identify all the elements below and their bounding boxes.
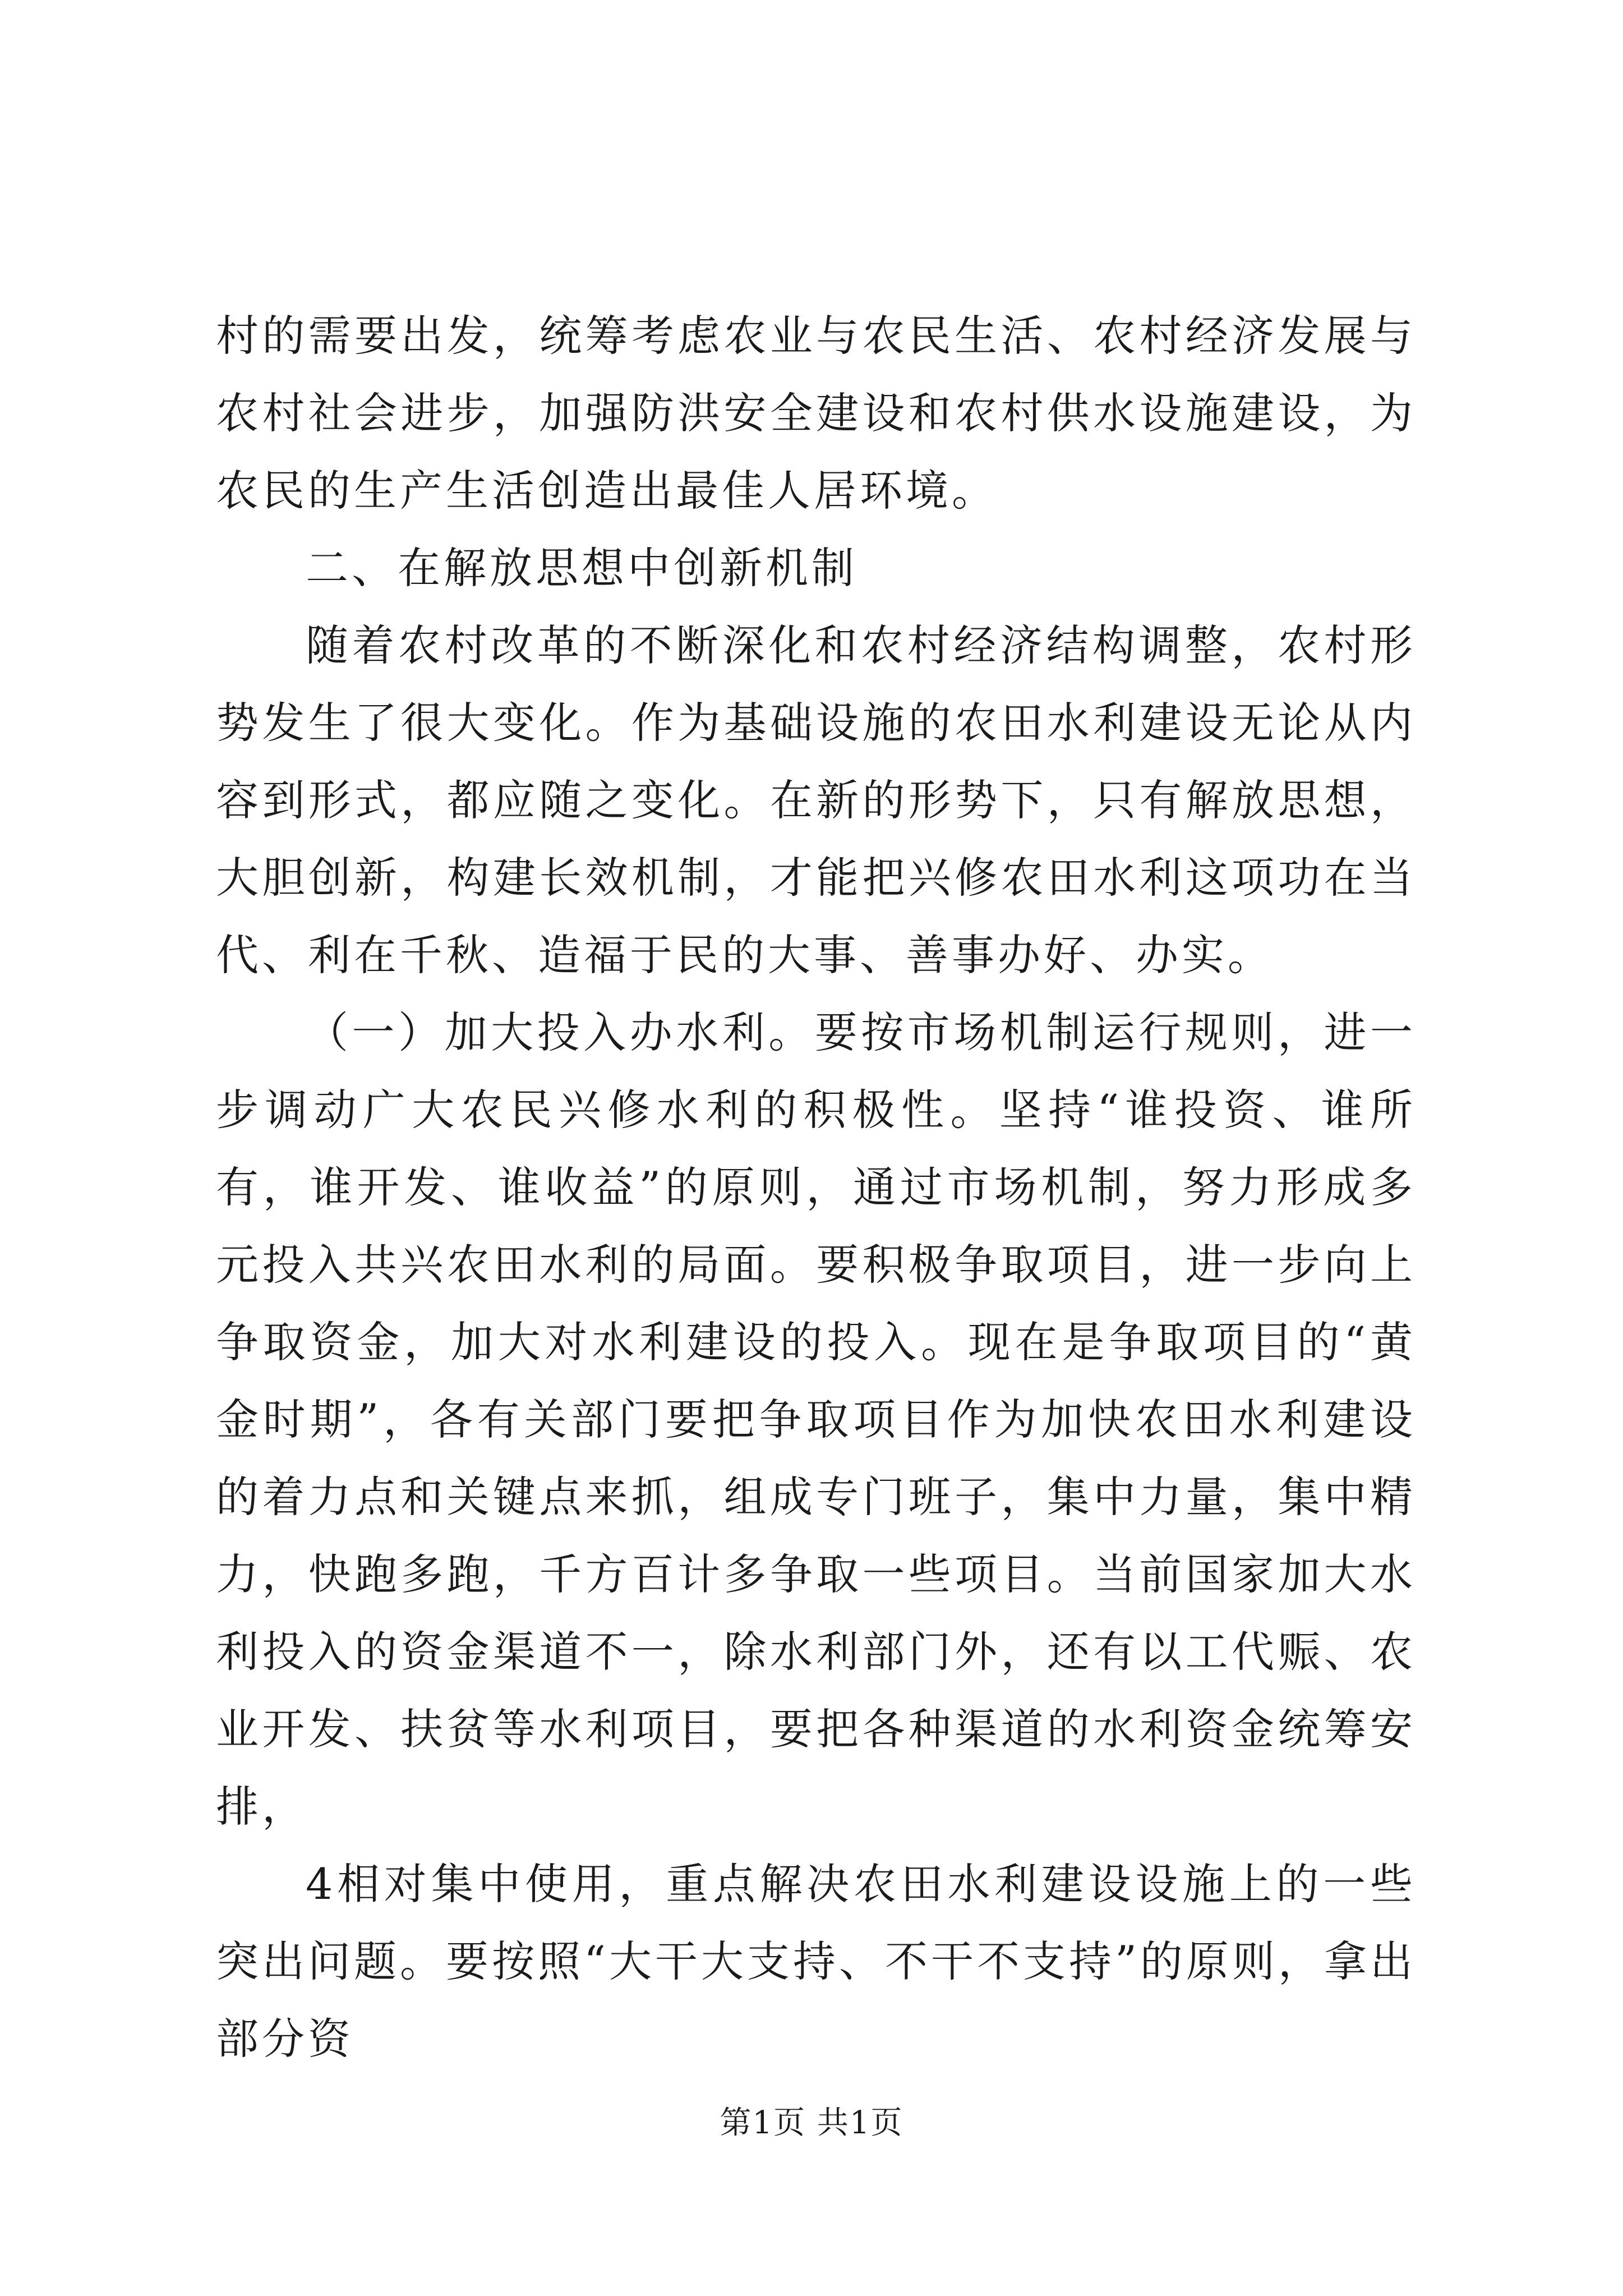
paragraph-continuation: 村的需要出发，统筹考虑农业与农民生活、农村经济发展与农村社会进步，加强防洪安全建设和农村供水设施建设，为农民的生产生活创造出最佳人居环境。 bbox=[216, 311, 1416, 516]
document-body bbox=[216, 297, 1416, 2078]
paragraph: 随着农村改革的不断深化和农村经济结构调整，农村形势发生了很大变化。作为基础设施的农田水利建设无论从内容到形式，都应随之变化。在新的形势下，只有解放思想，大胆创新，构建长效机制，才能把兴修农田水利这项功在当代、利在千秋、造福于民的大事、善事办好、办实。 bbox=[216, 620, 1416, 980]
paragraph: 4相对集中使用，重点解决农田水利建设设施上的一些突出问题。要按照“大干大支持、不干不支持”的原则，拿出部分资 bbox=[216, 1859, 1416, 2064]
paragraph: （一）加大投入办水利。要按市场机制运行规则，进一步调动广大农民兴修水利的积极性。坚持“谁投资、谁所有，谁开发、谁收益”的原则，通过市场机制，努力形成多元投入共兴农田水利的局面。要积极争取项目，进一步向上争取资金，加大对水利建设的投入。现在是争取项目的“黄金时期”，各有关部门要把争取项目作为加快农田水利建设的着力点和关键点来抓，组成专门班子，集中力量，集中精力，快跑多跑，千方百计多争取一些项目。当前国家加大水利投入的资金渠道不一，除水利部门外，还有以工代赈、农业开发、扶贫等水利项目，要把各种渠道的水利资金统筹安排， bbox=[216, 1007, 1416, 1832]
section-heading: 二、在解放思想中创新机制 bbox=[306, 543, 857, 593]
page-footer: 第1页 共1页 bbox=[720, 2105, 903, 2141]
